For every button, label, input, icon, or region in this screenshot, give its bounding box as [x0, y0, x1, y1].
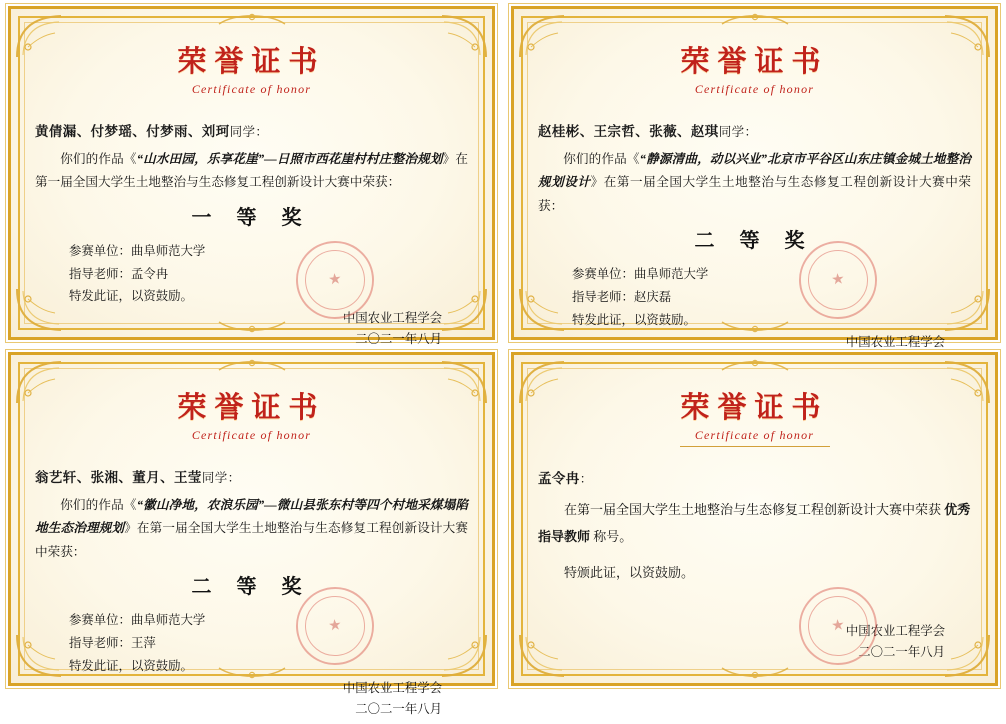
issue-date: 二〇二一年八月	[355, 701, 442, 716]
body-text	[35, 148, 468, 195]
recipient-names: 翁艺轩、张湘、董月、王莹	[35, 470, 202, 485]
body-suffix: 》在第一届全国大学生土地整治与生态修复工程创新设计大赛中荣获：	[538, 175, 972, 213]
issue-date: 二〇二一年八月	[355, 332, 442, 347]
subtitle-rule	[680, 446, 830, 447]
recipient-line	[35, 120, 468, 140]
footer-block	[35, 678, 468, 724]
certificate-title: 荣誉证书	[177, 46, 326, 78]
edge-ornament-icon	[720, 665, 790, 681]
recipient-suffix: ：	[579, 472, 593, 486]
recipient-line	[538, 467, 971, 487]
body-suffix: 》在第一届全国大学生土地整治与生态修复工程创新设计大赛中荣获：	[35, 521, 469, 559]
honor-title: 优秀指导教师	[538, 502, 971, 544]
issuer: 中国农业工程学会	[342, 680, 442, 695]
unit-label: 参赛单位：	[69, 612, 131, 627]
meta-block	[69, 609, 468, 678]
closing-row: 特发此证，以资鼓励。	[69, 658, 193, 673]
body-prefix: 你们的作品《	[60, 152, 137, 166]
advisor-value: 孟令冉	[130, 266, 169, 281]
certificate-subtitle: Certificate of honor	[694, 428, 815, 442]
award-level: 一 等 奖	[191, 206, 312, 229]
certificate-subtitle: Certificate of honor	[694, 82, 815, 96]
certificate-cell-4	[503, 346, 1006, 692]
body-line-1: 在第一届全国大学生土地整治与生态修复工程创新设计大赛中荣获	[564, 502, 942, 517]
body-text	[538, 497, 971, 550]
certificate-3	[8, 352, 495, 716]
recipient-suffix: 同学：	[201, 471, 241, 485]
award-level: 二 等 奖	[694, 229, 815, 252]
issuer: 中国农业工程学会	[845, 334, 945, 349]
certificate-title: 荣誉证书	[680, 392, 829, 424]
recipient-suffix: 同学：	[718, 125, 758, 139]
recipient-line	[538, 120, 971, 140]
certificate-title: 荣誉证书	[680, 46, 829, 78]
work-title: “山水田园，乐享花崖”—日照市西花崖村村庄整治规划	[136, 152, 443, 166]
advisor-value: 王萍	[130, 635, 156, 650]
advisor-row	[69, 263, 468, 286]
unit-row	[572, 263, 971, 286]
recipient-names: 赵桂彬、王宗哲、张薇、赵琪	[538, 124, 719, 139]
certificate-cell-2	[503, 0, 1006, 349]
meta-block	[572, 263, 971, 332]
star-icon: ★	[327, 271, 343, 289]
certificate-cell-1	[0, 0, 503, 346]
star-icon: ★	[830, 617, 846, 635]
edge-ornament-icon	[217, 11, 287, 27]
certificate-cell-3	[0, 346, 503, 716]
body-prefix: 你们的作品《	[60, 498, 137, 512]
body-text	[538, 148, 971, 218]
unit-label: 参赛单位：	[69, 243, 131, 258]
unit-label: 参赛单位：	[572, 266, 634, 281]
work-title: “静源清曲，动以兴业”北京市平谷区山东庄镇金城土地整治规划设计	[538, 152, 972, 190]
recipient-suffix: 同学：	[229, 125, 269, 139]
certificate-1	[8, 6, 495, 347]
issue-date: 二〇二一年八月	[858, 644, 945, 659]
footer-block	[538, 621, 971, 667]
closing-row: 特发此证，以资鼓励。	[69, 289, 193, 304]
recipient-names: 孟令冉	[538, 471, 580, 486]
edge-ornament-icon	[217, 357, 287, 373]
unit-row	[69, 240, 468, 263]
advisor-row	[69, 632, 468, 655]
certificate-4	[511, 352, 998, 686]
certificate-subtitle: Certificate of honor	[191, 428, 312, 442]
body-text	[35, 494, 468, 564]
issuer: 中国农业工程学会	[342, 311, 442, 326]
unit-value: 曲阜师范大学	[633, 266, 709, 281]
closing-row: 特颁此证，以资鼓励。	[564, 565, 695, 581]
issuer: 中国农业工程学会	[845, 623, 945, 638]
recipient-line	[35, 466, 468, 486]
certificate-subtitle: Certificate of honor	[191, 82, 312, 96]
work-title: “徽山净地，农浪乐园”—微山县张东村等四个村地采煤塌陷地生态治理规划	[35, 498, 469, 536]
award-level: 二 等 奖	[191, 575, 312, 598]
meta-block	[69, 240, 468, 309]
star-icon: ★	[830, 271, 846, 289]
body-line-1-end: 称号。	[593, 528, 633, 544]
body-prefix: 你们的作品《	[563, 152, 640, 166]
unit-value: 曲阜师范大学	[130, 243, 206, 258]
certificate-2	[511, 6, 998, 349]
star-icon: ★	[327, 617, 343, 635]
advisor-value: 赵庆磊	[633, 289, 672, 304]
advisor-label: 指导老师：	[69, 266, 131, 281]
unit-value: 曲阜师范大学	[130, 612, 206, 627]
closing-row: 特发此证，以资鼓励。	[572, 312, 696, 327]
advisor-label: 指导老师：	[69, 635, 131, 650]
recipient-names: 黄倩漏、付梦瑶、付梦雨、刘珂	[35, 124, 230, 139]
advisor-row	[572, 286, 971, 309]
body-suffix: 》在第一届全国大学生土地整治与生态修复工程创新设计大赛中荣获：	[35, 152, 469, 190]
edge-ornament-icon	[720, 11, 790, 27]
unit-row	[69, 609, 468, 632]
certificate-title: 荣誉证书	[177, 392, 326, 424]
advisor-label: 指导老师：	[572, 289, 634, 304]
edge-ornament-icon	[720, 357, 790, 373]
